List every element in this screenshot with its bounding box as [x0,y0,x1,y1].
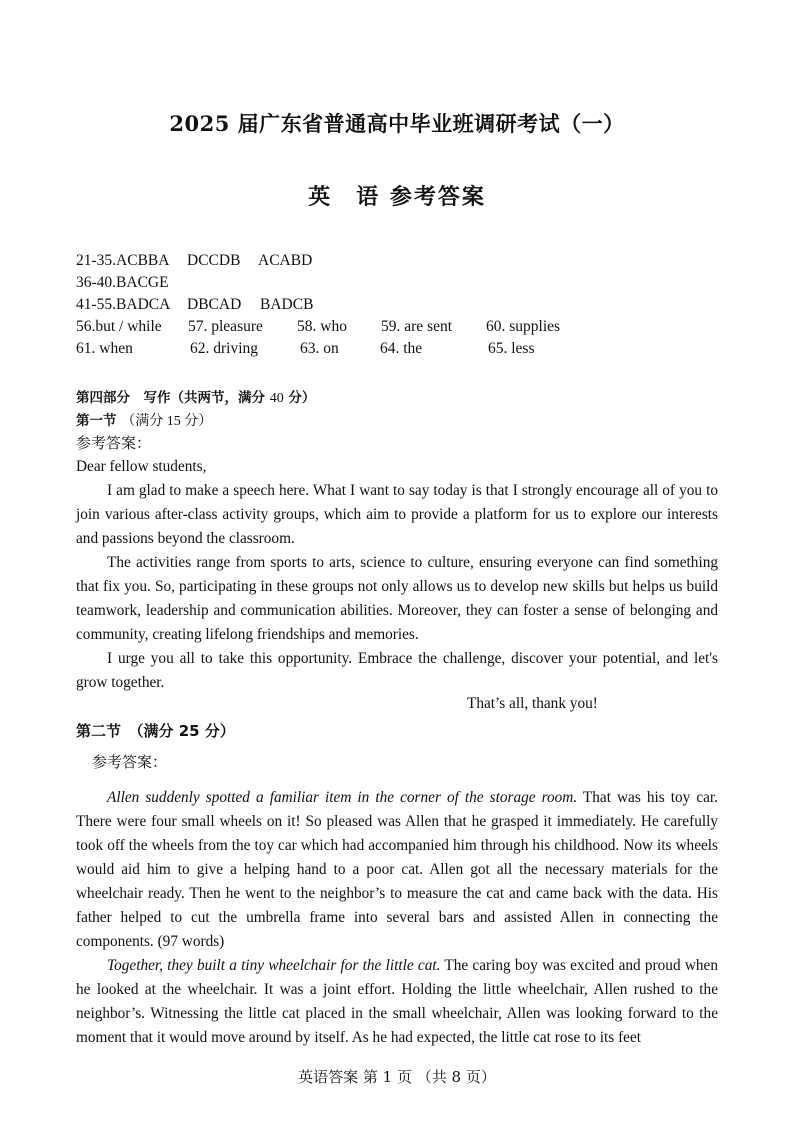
answer-item: 64. the [380,340,423,357]
section-2-reference-label: 参考答案： [92,753,168,771]
page-subtitle: 英 语 参考答案 [308,184,486,210]
answer-item: 62. driving [190,340,259,357]
letter-paragraph-3: I urge you all to take this opportunity. Embrace the challenge, discover your potential, and let's grow together. [76,650,718,691]
page-footer: 英语答案 第 1 页 （共 8 页） [298,1068,496,1086]
writing-part-unit: 分） [288,390,316,406]
answer-group: 41-55.BADCA [76,296,171,313]
answer-item: 57. pleasure [188,318,263,335]
letter-paragraph-2: The activities range from sports to arts, science to culture, ensuring everyone can find something that fix you. So, participating in these groups not only allows us to develop new skills but helps us build teamwork, leadership and communication abilities. Moreover, they can foster a sense of belonging and community, creating lifelong friendships and memories. [76,554,718,643]
answer-group: DCCDB [187,252,241,269]
letter-closing: That’s all, thank you! [467,695,598,712]
answer-item: 65. less [488,340,535,357]
story-paragraph-1 [76,786,718,954]
answer-item: 58. who [297,318,347,335]
answer-item: 61. when [76,340,133,357]
letter-paragraph-1: I am glad to make a speech here. What I want to say today is that I strongly encourage all of you to join various after-class activity groups, which aim to provide a platform for us to explore our interests and passions beyond the classroom. [76,482,718,547]
answer-item: 56.but / while [76,318,162,335]
section-1-heading [76,409,212,430]
answer-group: 36-40.BACGE [76,274,169,291]
story-paragraph-2 [76,954,718,1050]
story-paragraph-1-body: That was his toy car. There were four small wheels on it! So pleased was Allen that he grasped it immediately. He carefully took off the wheels from the toy car which had accompanied him through his childhood. Now its wheels would aid him to give a helping hand to a poor cat. Allen got all the necessary materials for the wheelchair ready. Then he went to the neighbor’s to measure the cat and came back with the data. His father helped to cut the umbrella frame into several bars and assisted Allen in connecting the components. (97 words) [76,789,718,950]
page-title: 2025 届广东省普通高中毕业班调研考试（一） [169,111,625,136]
answer-item: 60. supplies [486,318,561,335]
story-paragraph-1-lead: Allen suddenly spotted a familiar item in the corner of the storage room. [107,789,578,806]
story-paragraph-2-body: The caring boy was excited and proud when he looked at the wheelchair. It was a joint effort. Holding the little wheelchair, Allen rushed to the neighbor’s. Witnessing the little cat placed in the small wheelchair, Allen was looking forward to the moment that it would move around by itself. As he had expected, the little cat rose to its feet [76,957,718,1046]
section-1-score: （满分 15 分） [121,414,213,429]
story-paragraph-2-lead: Together, they built a tiny wheelchair for the little cat. [107,957,441,974]
answer-group: BADCB [260,296,314,313]
writing-part-heading [76,386,315,407]
letter-greeting: Dear fellow students, [76,458,207,475]
writing-part-heading-text: 第四部分 写作（共两节，满分 [76,390,265,406]
writing-part-score: 40 [269,391,284,406]
reference-answer-label: 参考答案： [76,434,152,452]
answer-item: 59. are sent [381,318,453,335]
answer-group: ACABD [258,252,313,269]
section-2-heading: 第二节 （满分 25 分） [76,722,235,740]
answer-item: 63. on [300,340,339,357]
answer-group: 21-35.ACBBA [76,252,170,269]
section-1-title: 第一节 [76,413,117,429]
answer-group: DBCAD [187,296,242,313]
